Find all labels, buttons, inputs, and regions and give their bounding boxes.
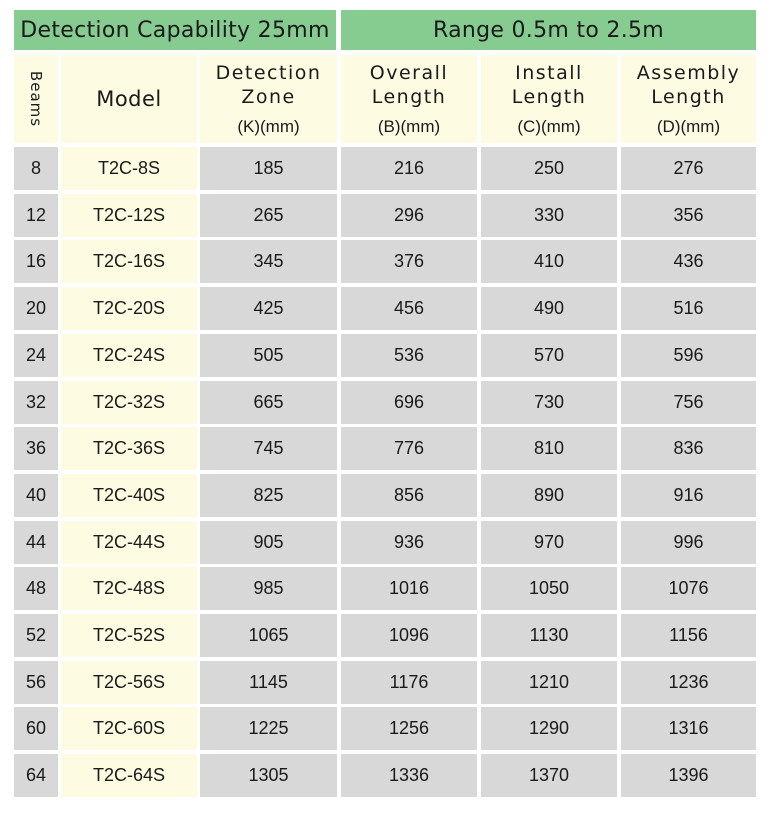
detection-zone-cell: 425 (200, 287, 337, 330)
assembly-length-cell: 756 (621, 381, 756, 424)
overall-length-cell: 1256 (341, 707, 477, 750)
detection-zone-cell: 985 (200, 567, 337, 610)
install-length-cell: 890 (481, 474, 617, 517)
assembly-length-cell: 1396 (621, 754, 756, 797)
model-cell: T2C-48S (61, 567, 197, 610)
overall-length-cell: 216 (341, 147, 477, 190)
overall-length-header-unit: (B)(mm) (377, 117, 441, 136)
overall-length-cell: 856 (341, 474, 477, 517)
model-cell: T2C-16S (61, 240, 197, 283)
model-cell: T2C-32S (61, 381, 197, 424)
overall-length-cell: 1336 (341, 754, 477, 797)
model-cell: T2C-20S (61, 287, 197, 330)
overall-length-cell: 776 (341, 427, 477, 470)
detection-zone-cell: 665 (200, 381, 337, 424)
model-cell: T2C-56S (61, 661, 197, 704)
model-cell: T2C-52S (61, 614, 197, 657)
assembly-length-cell: 276 (621, 147, 756, 190)
detection-zone-cell: 1145 (200, 661, 337, 704)
overall-length-header-line2: Length (371, 86, 447, 108)
beams-cell: 24 (14, 334, 58, 377)
beams-cell: 40 (14, 474, 58, 517)
model-header-label: Model (96, 87, 162, 111)
detection-zone-cell: 745 (200, 427, 337, 470)
detection-zone-header-line1: Detection (215, 62, 322, 84)
beams-cell: 32 (14, 381, 58, 424)
install-length-cell: 1130 (481, 614, 617, 657)
beams-cell: 64 (14, 754, 58, 797)
detection-zone-cell: 505 (200, 334, 337, 377)
detection-zone-cell: 1065 (200, 614, 337, 657)
beams-header-label: Beams (27, 70, 46, 128)
install-length-cell: 1210 (481, 661, 617, 704)
model-cell: T2C-60S (61, 707, 197, 750)
beams-cell: 44 (14, 521, 58, 564)
beams-cell: 16 (14, 240, 58, 283)
detection-capability-banner: Detection Capability 25mm (14, 10, 336, 50)
overall-length-column-header (341, 55, 477, 143)
assembly-length-cell: 356 (621, 194, 756, 237)
install-length-cell: 330 (481, 194, 617, 237)
beams-cell: 56 (14, 661, 58, 704)
overall-length-cell: 536 (341, 334, 477, 377)
overall-length-cell: 1176 (341, 661, 477, 704)
assembly-length-cell: 1156 (621, 614, 756, 657)
assembly-length-header-line1: Assembly (636, 62, 741, 84)
overall-length-cell: 376 (341, 240, 477, 283)
install-length-header-unit: (C)(mm) (517, 117, 581, 136)
detection-zone-cell: 1225 (200, 707, 337, 750)
overall-length-cell: 456 (341, 287, 477, 330)
install-length-cell: 1290 (481, 707, 617, 750)
detection-zone-header-unit: (K)(mm) (237, 117, 300, 136)
detection-zone-header-line2: Zone (241, 86, 296, 108)
detection-zone-cell: 905 (200, 521, 337, 564)
model-cell: T2C-64S (61, 754, 197, 797)
detection-zone-cell: 1305 (200, 754, 337, 797)
overall-length-header-line1: Overall (369, 62, 449, 84)
install-length-header-line1: Install (515, 62, 583, 84)
beams-cell: 12 (14, 194, 58, 237)
range-banner: Range 0.5m to 2.5m (341, 10, 756, 50)
overall-length-cell: 1016 (341, 567, 477, 610)
install-length-cell: 1370 (481, 754, 617, 797)
overall-length-cell: 696 (341, 381, 477, 424)
install-length-column-header (481, 55, 617, 143)
detection-zone-cell: 345 (200, 240, 337, 283)
overall-length-cell: 936 (341, 521, 477, 564)
detection-zone-column-header (200, 55, 337, 143)
assembly-length-header-line2: Length (651, 86, 726, 108)
beams-column-header (14, 55, 58, 143)
beams-cell: 60 (14, 707, 58, 750)
model-cell: T2C-24S (61, 334, 197, 377)
assembly-length-cell: 1316 (621, 707, 756, 750)
assembly-length-cell: 836 (621, 427, 756, 470)
install-length-header-line2: Length (511, 86, 587, 108)
install-length-cell: 570 (481, 334, 617, 377)
assembly-length-cell: 436 (621, 240, 756, 283)
install-length-cell: 410 (481, 240, 617, 283)
beams-cell: 48 (14, 567, 58, 610)
overall-length-cell: 296 (341, 194, 477, 237)
assembly-length-cell: 596 (621, 334, 756, 377)
assembly-length-column-header (621, 55, 756, 143)
model-cell: T2C-36S (61, 427, 197, 470)
install-length-cell: 730 (481, 381, 617, 424)
install-length-cell: 810 (481, 427, 617, 470)
model-column-header (61, 55, 197, 143)
beams-cell: 36 (14, 427, 58, 470)
detection-zone-cell: 185 (200, 147, 337, 190)
overall-length-cell: 1096 (341, 614, 477, 657)
detection-zone-cell: 825 (200, 474, 337, 517)
assembly-length-cell: 516 (621, 287, 756, 330)
assembly-length-cell: 996 (621, 521, 756, 564)
install-length-cell: 970 (481, 521, 617, 564)
beams-cell: 8 (14, 147, 58, 190)
assembly-length-cell: 1076 (621, 567, 756, 610)
detection-zone-cell: 265 (200, 194, 337, 237)
assembly-length-cell: 1236 (621, 661, 756, 704)
install-length-cell: 250 (481, 147, 617, 190)
model-cell: T2C-44S (61, 521, 197, 564)
model-cell: T2C-8S (61, 147, 197, 190)
install-length-cell: 1050 (481, 567, 617, 610)
model-cell: T2C-12S (61, 194, 197, 237)
install-length-cell: 490 (481, 287, 617, 330)
assembly-length-cell: 916 (621, 474, 756, 517)
model-cell: T2C-40S (61, 474, 197, 517)
beams-cell: 52 (14, 614, 58, 657)
assembly-length-header-unit: (D)(mm) (656, 117, 721, 136)
beams-cell: 20 (14, 287, 58, 330)
